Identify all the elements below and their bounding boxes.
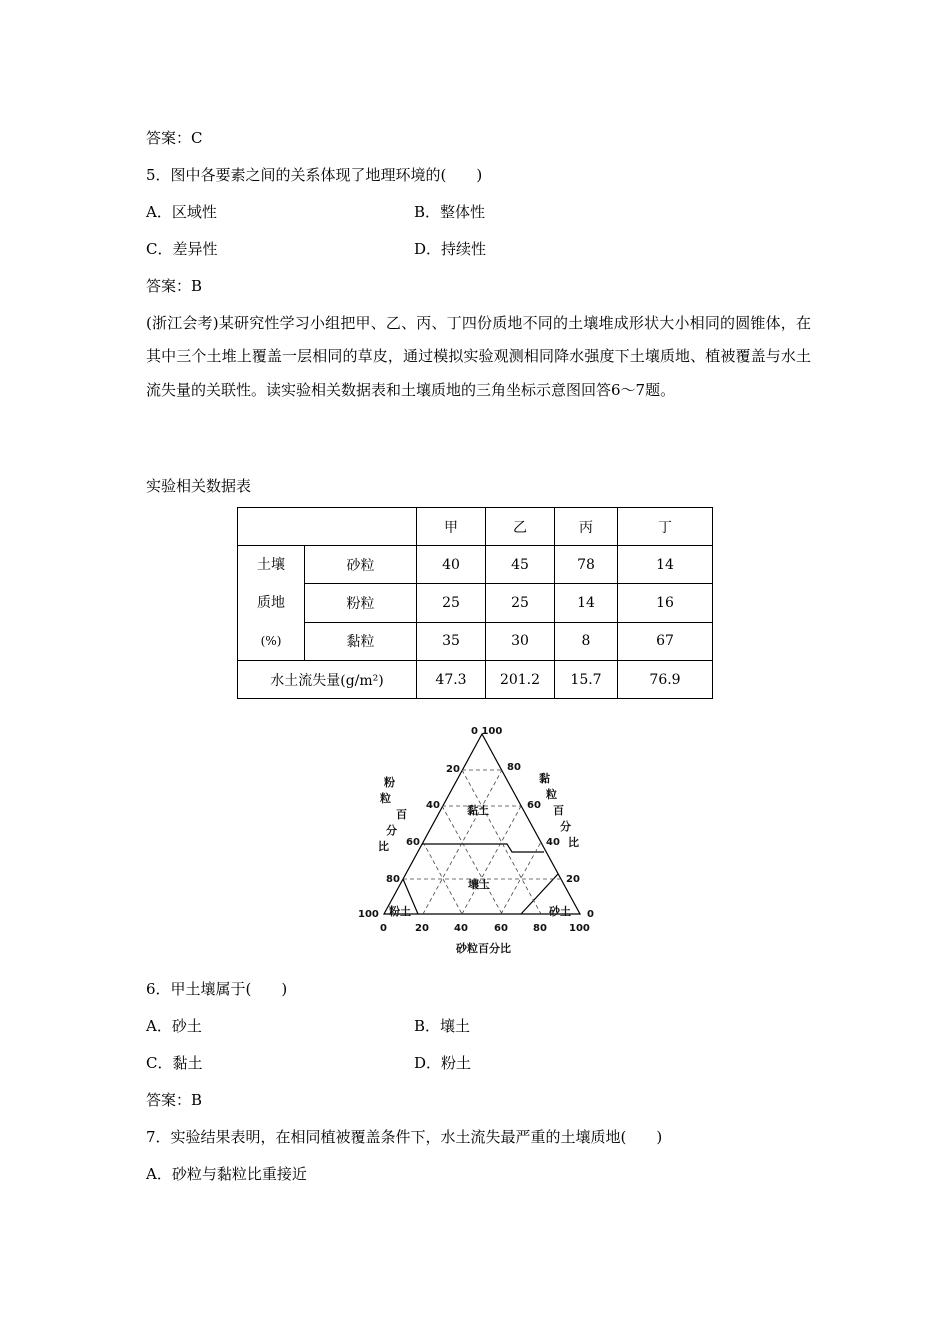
- group-label-line: (%): [260, 634, 282, 648]
- q6-option-a: A．砂土: [146, 1017, 202, 1035]
- table-cell: 45: [486, 546, 555, 584]
- q5-answer: 答案：B: [146, 277, 203, 295]
- tick-label: 80: [533, 923, 547, 934]
- triangle-grid: [403, 770, 560, 914]
- table-row: [238, 584, 713, 622]
- intro-paragraph: (浙江会考)某研究性学习小组把甲、乙、丙、丁四份质地不同的土壤堆成形状大小相同的圆锥体，在其中三个土堆上覆盖一层相同的草皮，通过模拟实验观测相同降水强度下土壤质地、植被覆盖与水土流失量的关联性。读实验相关数据表和土壤质地的三角坐标示意图回答6～7题。: [146, 314, 811, 399]
- q5-option-d: D．持续性: [414, 240, 487, 258]
- q6-stem: 6．甲土壤属于( ): [146, 980, 288, 998]
- group-label-line: 质地: [257, 595, 285, 611]
- table-caption: 实验相关数据表: [146, 477, 252, 495]
- col-header: 丙: [555, 508, 618, 546]
- bottom-ticks: [380, 923, 590, 934]
- table-cell: 16: [618, 584, 713, 622]
- tick-label: 80: [507, 762, 521, 773]
- col-header: 乙: [486, 508, 555, 546]
- q6-option-d: D．粉土: [414, 1054, 472, 1072]
- axis-title-char: 粒: [546, 788, 557, 801]
- col-header: 甲: [417, 508, 486, 546]
- row-label: 黏粒: [305, 622, 417, 660]
- col-header: 丁: [618, 508, 713, 546]
- table-cell: 30: [486, 622, 555, 660]
- q5-stem: 5．图中各要素之间的关系体现了地理环境的( ): [146, 166, 483, 184]
- table-cell: 40: [417, 546, 486, 584]
- table-row: [238, 546, 713, 584]
- q4-answer: 答案：C: [146, 129, 203, 147]
- row-label: 砂粒: [305, 546, 417, 584]
- tick-label: 0: [587, 909, 594, 920]
- bottom-axis-title: 砂粒百分比: [456, 942, 511, 954]
- axis-title-char: 百: [396, 808, 407, 821]
- group-label-line: 土壤: [257, 557, 285, 573]
- axis-title-char: 比: [378, 840, 389, 853]
- q6-answer: 答案：B: [146, 1091, 203, 1109]
- region-silt: 粉土: [389, 905, 411, 918]
- table-cell: 67: [618, 622, 713, 660]
- q5-option-c: C．差异性: [146, 240, 218, 258]
- q7-option-a: A．砂粒与黏粒比重接近: [146, 1165, 307, 1183]
- tick-label: 40: [426, 800, 440, 811]
- texture-group-label: [238, 546, 305, 661]
- q5-option-a: A．区域性: [146, 203, 217, 221]
- clay-boundary: [422, 844, 544, 852]
- table-cell: 76.9: [618, 661, 713, 699]
- axis-title-char: 百: [553, 804, 564, 817]
- table-cell: 201.2: [486, 661, 555, 699]
- table-row: [238, 661, 713, 699]
- table-cell: 14: [555, 584, 618, 622]
- q6-option-c: C．黏土: [146, 1054, 203, 1072]
- table-cell: 14: [618, 546, 713, 584]
- axis-title-char: 粉: [384, 776, 395, 789]
- table-cell: 15.7: [555, 661, 618, 699]
- table-cell: 35: [417, 622, 486, 660]
- region-clay: 黏土: [467, 804, 489, 817]
- soil-texture-triangle: [350, 722, 610, 954]
- table-cell: 78: [555, 546, 618, 584]
- table-row: [238, 622, 713, 660]
- axis-title-char: 分: [386, 824, 397, 837]
- right-ticks: [507, 762, 594, 920]
- region-loam: 壤土: [468, 878, 490, 891]
- data-table: [237, 507, 713, 699]
- axis-title-char: 粒: [380, 792, 391, 805]
- table-cell: 25: [417, 584, 486, 622]
- tick-label: 80: [386, 874, 400, 885]
- tick-label: 40: [454, 923, 468, 934]
- axis-title-char: 黏: [539, 772, 550, 785]
- table-cell: 8: [555, 622, 618, 660]
- tick-label: 60: [494, 923, 508, 934]
- q6-option-b: B．壤土: [414, 1017, 471, 1035]
- tick-label: 0: [380, 923, 387, 934]
- axis-title-char: 分: [560, 820, 571, 833]
- table-cell: 47.3: [417, 661, 486, 699]
- tick-label: 100: [569, 923, 590, 934]
- table-cell: 25: [486, 584, 555, 622]
- tick-label: 40: [546, 837, 560, 848]
- region-sand: 砂土: [549, 905, 571, 918]
- region-labels: [388, 803, 571, 918]
- tick-label: 20: [566, 874, 580, 885]
- row-label: 水土流失量(g/m²): [238, 661, 417, 699]
- table-header-row: [238, 508, 713, 546]
- row-label: 粉粒: [305, 584, 417, 622]
- q7-stem: 7．实验结果表明，在相同植被覆盖条件下，水土流失最严重的土壤质地( ): [146, 1128, 663, 1146]
- left-axis-title: [378, 775, 407, 853]
- q5-option-b: B．整体性: [414, 203, 486, 221]
- tick-label: 60: [406, 837, 420, 848]
- tick-label: 100: [358, 909, 379, 920]
- tick-label: 20: [446, 764, 460, 775]
- tick-label: 60: [527, 800, 541, 811]
- axis-title-char: 比: [568, 836, 579, 849]
- left-ticks: [358, 764, 460, 920]
- table-corner-cell: [238, 508, 417, 546]
- apex-label: 0 100: [471, 726, 503, 737]
- tick-label: 20: [415, 923, 429, 934]
